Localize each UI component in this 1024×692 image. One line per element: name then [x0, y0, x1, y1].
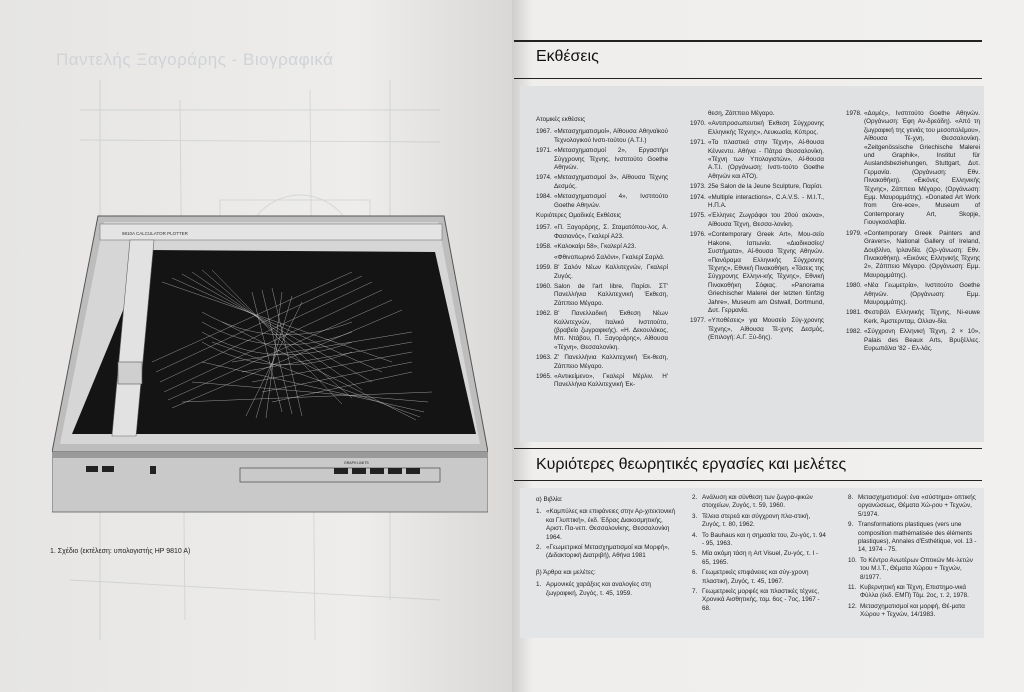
list-heading	[536, 569, 676, 577]
entry-text: Β' Πανελλαδική Έκθεση Νέων Καλλιτεχνών, Ιταλικό Ινστιτούτο, (βραβείο ζωγραφικής). «Η. Δεκουλάκος, Μπ. Ντάβου, Π. Ξαγοράρης», Αίθουσα «Τέχνη», Θεσσαλονίκη.	[554, 310, 668, 351]
entry-text: «Έλληνες Ζωγράφοι του 20ού αιώνα», Αίθουσα Τέχνη, Θεσσα-λονίκη.	[708, 212, 824, 228]
entry-text: Transformations plastiques (vers une composition mathématisée des éléments plastiques), Annales d'Esthétique, vol. 13 - 14, 1974 - 75.	[858, 521, 977, 554]
theory-column-2	[692, 494, 828, 615]
entry-text: «Καλοκαίρι 58», Γκαλερί Α23.	[554, 243, 637, 251]
entry-number: 6.	[692, 569, 698, 577]
entry-text: Κυβερνητική και Τέχνη, Επιστημο-νικά Φύλλα (έκδ. ΕΜΠ) Τόμ. 2ος, τ. 2, 1978.	[860, 584, 969, 600]
theory-title: Κυριότερες θεωρητικές εργασίες και μελέτες	[536, 456, 847, 473]
exhibition-entry	[536, 243, 668, 251]
entry-text: Ανάλυση και σύνθεση των ζωγρα-φικών στοιχείων, Ζυγός, τ. 59, 1960.	[702, 494, 813, 510]
exhibition-entry	[536, 354, 668, 371]
entry-text: «Αντικείμενο», Γκαλερί Μέρλιν. Η' Πανελλήνια Καλλιτεχνική Έκ-	[554, 372, 668, 389]
exhibition-entry	[536, 224, 668, 241]
exhibitions-title: Εκθέσεις	[536, 48, 599, 65]
exhibition-entry	[536, 174, 668, 191]
entry-text: 25e Salon de la Jeune Sculpture, Παρίσι.	[708, 183, 823, 191]
entry-number: 7.	[692, 588, 698, 596]
entry-text: Μία ακόμη τάση η Art Visuel, Ζυ-γός, τ. Ι - 65, 1965.	[702, 550, 819, 566]
entry-text: «Multiple interactions», C.A.V.S. - M.I.T., Η.Π.Α.	[708, 193, 824, 210]
publication-entry	[692, 532, 828, 549]
publication-entry	[848, 494, 982, 519]
entry-number: 9.	[848, 521, 854, 529]
exhibition-entry	[536, 128, 668, 145]
entry-year: 1976.	[690, 231, 706, 239]
entry-year: 1971.	[690, 139, 706, 147]
entry-text: Γεωμετρικές μορφές και πλαστικές τέχνες, Χρονικά Αισθητικής, τομ. 6ος - 7ος, 1967 - 68.	[702, 588, 820, 612]
entry-number: 11.	[848, 584, 857, 592]
entry-text: Το Κέντρο Ανωτέρων Οπτικών Με-λετών του Μ.Ι.Τ., Θέματα Χώρου + Τεχνών, 8/1977.	[860, 556, 973, 581]
exhibition-entry	[846, 282, 980, 307]
entry-text: «Μετασχηματισμοί 4», Ινστιτούτο Goethe Αθηνών.	[554, 193, 668, 209]
entry-text: β) Άρθρα και μελέτες:	[536, 568, 596, 576]
exhibition-entry	[690, 110, 824, 118]
theory-bottom-rule	[514, 480, 982, 481]
list-heading	[536, 212, 668, 220]
list-heading	[536, 496, 676, 504]
exhibitions-column-1	[536, 116, 668, 392]
entry-year: 1959.	[536, 264, 552, 272]
exhibition-entry	[536, 283, 668, 308]
entry-number: 10.	[848, 556, 857, 564]
entry-text: «Μετασχηματισμοί», Αίθουσα Αθηναϊκού Τεχνολογικού Ινστι-τούτου (Α.Τ.Ι.)	[554, 128, 668, 144]
exhibition-entry	[846, 110, 980, 228]
entry-text: «Δομές», Ινστιτούτο Goethe Αθηνών. (Οργάνωση: Έφη Αν-δρεάδη). «Από τη ζωγραφική της γενιάς του μεσοπολέμου», Αίθουσα Τέ-χνη, Θεσσαλονίκη. «Zeitgenössische Griechische Malerei und Graphik», Institut für Auslandsbeziehungen, Stuttgart, Δυτ. Γερμανία. (Οργάνωση: Εθν. Πινακοθήκη). «Εικόνες Ελληνικής Τέχνης», Ζάππειο Μέγαρο, (Οργάνωση: Εμμ. Μαυρομμάτης). «Donated Art Work from Gre-ece», Museum of Contemporary Art, Skopje, Γιουγκοσλαβία.	[864, 110, 980, 227]
entry-year: 1974.	[536, 174, 552, 182]
entry-number: 1.	[536, 508, 542, 516]
entry-text: «Τα πλαστικά στην Τέχνη», Αί-θουσα Κέννεντυ. Αθήνα - Πάτρα Θεσσαλονίκη. «Τέχνη των Υπολογιστών», Αί-θουσα Α.Τ.Ι. (Οργάνωση: Ινστι-τούτο Goethe Αθηνών και ΑΤΟ).	[708, 139, 824, 180]
entry-text: «Αντιπροσωπευτική Έκθεση Σύγχρονης Ελληνικής Τέχνης», Λευκωσία, Κύπρος.	[708, 120, 824, 136]
entry-year: 1960.	[536, 282, 552, 290]
exhibitions-top-rule	[514, 40, 982, 42]
entry-number: 8.	[848, 494, 854, 501]
entry-year: 1980.	[846, 282, 862, 290]
entry-year: 1963.	[536, 354, 552, 362]
exhibition-entry	[536, 254, 668, 262]
publication-entry	[536, 508, 676, 542]
exhibitions-column-3	[846, 110, 980, 355]
entry-text: «Μετασχηματισμοί 3», Αίθουσα Τέχνης Δεσμός.	[554, 174, 668, 190]
exhibitions-bottom-rule	[514, 78, 982, 79]
entry-number: 3.	[692, 512, 698, 520]
entry-text: θεση, Ζάππειο Μέγαρο.	[708, 110, 775, 117]
publication-entry	[692, 588, 828, 613]
entry-number: 12.	[848, 602, 857, 610]
entry-number: 2.	[536, 544, 542, 552]
entry-text: Ατομικές εκθέσεις	[536, 116, 586, 123]
entry-number: 2.	[692, 494, 698, 501]
theory-column-1	[536, 496, 676, 600]
exhibition-entry	[690, 317, 824, 342]
entry-year: 1979.	[846, 229, 862, 237]
entry-year: 1973.	[690, 183, 706, 191]
entry-text: «Υποθέσεις» για Μουσείο Σύγ-χρονης Τέχνης», Αίθουσα Τέ-χνης Δεσμός, (Επιλογή: Α.Γ. Ξύ-δης).	[708, 317, 824, 342]
exhibition-entry	[536, 193, 668, 210]
publication-entry	[848, 584, 982, 601]
theory-top-rule	[514, 448, 982, 449]
plotter-brand-label: 9810A CALCULATOR PLOTTER	[122, 231, 188, 236]
entry-text: «Μετασχηματισμοί 2», Εργαστήρι Σύγχρονης Τέχνης, Ινστιτούτο Goethe Αθηνών.	[554, 147, 668, 172]
entry-text: «Contemporary Greek Art», Μου-σείο Hakone, Ιαπωνία. «Διαδικασίες/Συστήματα», Αί-θουσα Τέχνης Αθηνών. «Πανόραμα Ελληνικής Σύγχρονης Τέχνης», Εθνική Πινακοθήκη. «Τάσεις της Σύγχρονης Ελληνι-κής Τέχνης», Εθνική Πινακοθήκη Σόφιας. «Panorama Griechischer Malerei der letzten fünfzig Jahre», Museum am Ostwall, Dortmund, Δυτ. Γερμανία.	[708, 231, 824, 314]
entry-text: «Νέα Γεωμετρία», Ινστιτούτο Goethe Αθηνών. (Οργάνωση: Εμμ. Μαυρομμάτης).	[864, 282, 980, 306]
hp-plotter-photo	[52, 212, 488, 522]
entry-text: «Contemporary Greek Painters and Gravers», National Gallery of Ireland, Δουβλίνο, Ιρλανδία. (Ορ-γάνωση: Εθν. Πινακοθήκη). «Εικόνες Ελληνικής Τέχνης 2», Ζάππειο Μέγαρο. (Οργάνωση: Εμμ. Μαυρομμάτης).	[864, 229, 980, 279]
exhibition-entry	[690, 183, 824, 191]
entry-text: Μετασχηματισμοί: ένα «σύστημα» οπτικής οργανώσεως, Θέματα Χώ-ρου + Τεχνών, 5/1974.	[858, 494, 976, 518]
entry-number: 4.	[692, 531, 698, 539]
entry-text: α) Βιβλία:	[536, 496, 563, 503]
entry-year	[536, 254, 554, 262]
exhibition-entry	[690, 120, 824, 137]
publication-entry	[536, 544, 676, 561]
exhibition-entry	[690, 231, 824, 315]
entry-year: 1957.	[536, 224, 552, 232]
entry-year: 1971.	[536, 147, 552, 155]
publication-entry	[692, 569, 828, 586]
entry-text: «Καμπύλες και επιφάνειες στην Αρ-χιτεκτονική και Γλυπτική», έκδ. Έδρας Διακοσμητικής, Αριστ. Πα-νεπ. Θεσσαλονίκης, Θεσσαλονίκη 1964.	[546, 508, 676, 541]
entry-year: 1977.	[690, 317, 706, 325]
exhibition-entry	[690, 194, 824, 211]
exhibition-entry	[690, 139, 824, 181]
entry-text: Τέλεια στερεά και σύγχρονη πλα-στική, Ζυγός, τ. 80, 1962.	[702, 512, 811, 529]
entry-year: 1974.	[690, 193, 706, 201]
publication-entry	[692, 494, 828, 511]
entry-year	[690, 110, 708, 118]
entry-year: 1958.	[536, 243, 552, 251]
entry-text: Γεωμετρικές επιφάνειες και σύγ-χρονη πλαστική, Ζυγός, τ. 45, 1967.	[702, 569, 809, 585]
entry-text: Β' Σαλόν Νέων Καλλιτεχνών, Γκαλερί Ζυγός.	[554, 264, 668, 280]
publication-entry	[692, 550, 828, 567]
entry-text: Ζ' Πανελλήνια Καλλιτεχνική Έκ-θεση, Ζάππειο Μέγαρο.	[554, 354, 668, 370]
entry-year: 1965.	[536, 372, 552, 380]
exhibition-entry	[536, 310, 668, 352]
entry-number: 1.	[536, 581, 542, 589]
entry-number: 5.	[692, 550, 698, 558]
exhibition-entry	[536, 373, 668, 390]
entry-year: 1967.	[536, 128, 552, 136]
entry-text: Κυριότερες Ομαδικές Εκθέσεις	[536, 212, 622, 220]
exhibition-entry	[846, 230, 980, 280]
entry-year: 1975.	[690, 212, 706, 220]
figure-caption: 1. Σχέδιο (εκτέλεση: υπολογιστής HP 9810 A)	[50, 548, 191, 555]
show-through-title: Παντελής Ξαγοράρης - Βιογραφικά	[56, 50, 334, 69]
entry-text: «Σύγχρονη Ελληνική Τέχνη, 2 × 10», Palais des Beaux Arts, Βρυξέλλες. Ευρωπάλια '82 - Ελ-λάς.	[864, 328, 980, 352]
entry-text: «Φθινοπωρινό Σαλόνι», Γκαλερί Σαρλά.	[554, 253, 665, 261]
list-heading	[536, 116, 668, 124]
entry-year: 1962.	[536, 310, 552, 318]
entry-text: Αρμονικές χαράξεις και αναλογίες στη ζωγραφική, Ζυγός, τ. 45, 1959.	[546, 581, 651, 597]
entry-text: «Π. Ξαγοράρης, Σ. Σταματόπου-λος, Α. Φασιανός», Γκαλερί Α23.	[554, 224, 668, 240]
panel-label: GRAPH LIMITS	[344, 461, 369, 465]
entry-text: Φεστιβάλ Ελληνικής Τέχνης, Ni-euwe Kerk, Άμστερνταμ, Ολλαν-δία.	[864, 309, 980, 325]
exhibitions-column-2	[690, 110, 824, 345]
exhibition-entry	[536, 147, 668, 172]
publication-entry	[536, 581, 676, 598]
entry-text: «Γεωμετρικοί Μετασχηματισμοί και Μορφή», (Διδακτορική Διατριβή), Αθήνα 1981	[546, 544, 670, 560]
entry-text: Salon de l'art libre, Παρίσι. ΣΤ' Πανελλήνια Καλλιτεχνική Έκθεση, Ζάππειο Μέγαρο.	[554, 282, 668, 307]
exhibition-entry	[846, 309, 980, 326]
publication-entry	[692, 513, 828, 530]
entry-year: 1984.	[536, 193, 552, 201]
entry-text: Μετασχηματισμοί και μορφή, Θέ-ματα Χώρου + Τεχνών, 14/1983.	[860, 602, 965, 619]
publication-entry	[848, 521, 982, 555]
publication-entry	[848, 603, 982, 620]
entry-year: 1978.	[846, 110, 862, 117]
exhibition-entry	[846, 328, 980, 353]
exhibition-entry	[536, 264, 668, 281]
exhibition-entry	[690, 212, 824, 229]
entry-year: 1981.	[846, 309, 862, 317]
theory-column-3	[848, 494, 982, 622]
publication-entry	[848, 557, 982, 582]
entry-year: 1982.	[846, 328, 862, 336]
entry-year: 1970.	[690, 120, 706, 128]
entry-text: Το Bauhaus και η σημασία του, Ζυ-γός, τ. 94 - 95, 1963.	[702, 531, 826, 548]
